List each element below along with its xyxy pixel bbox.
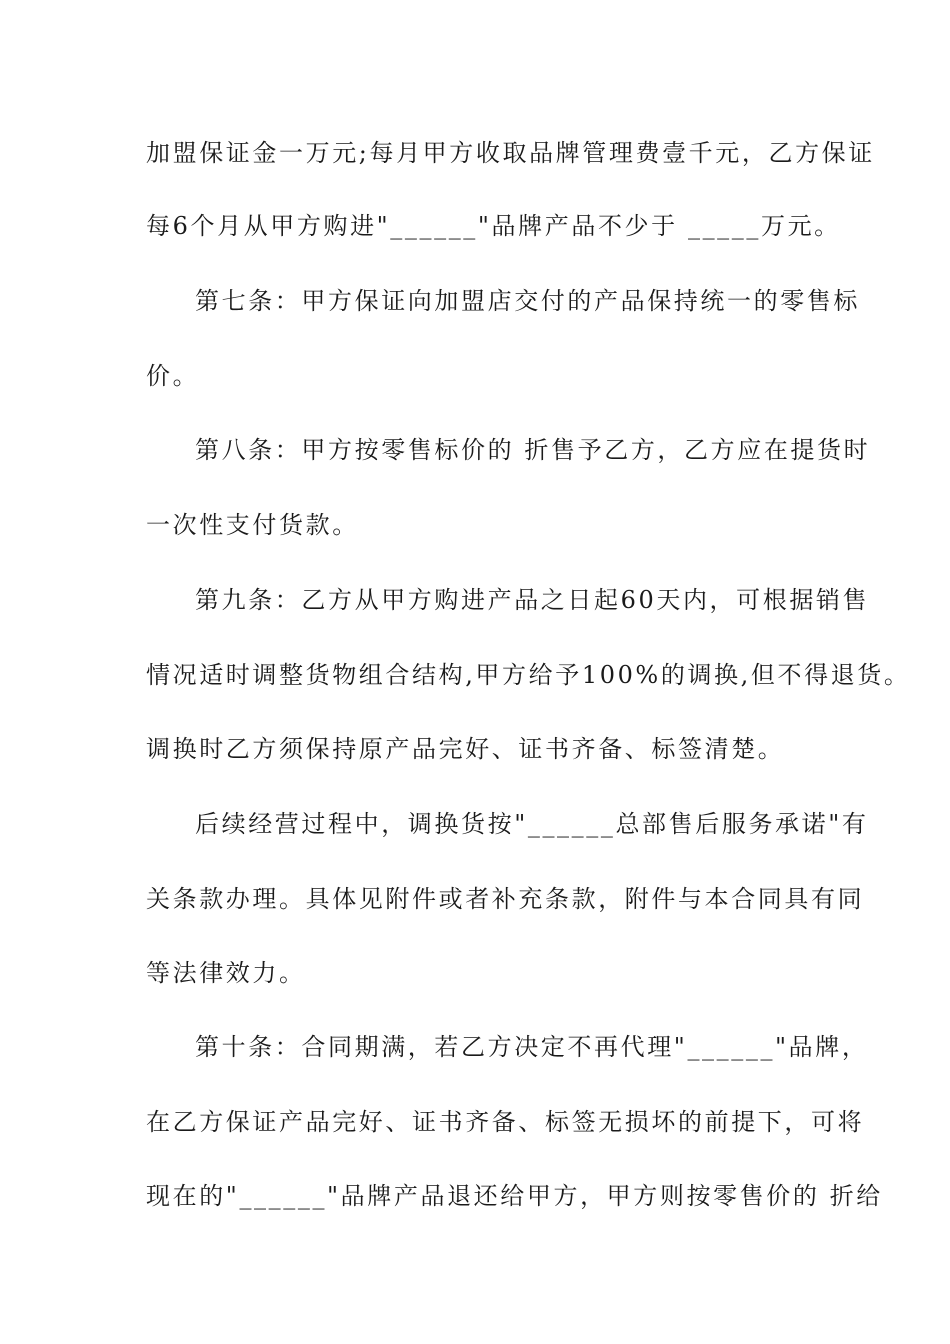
text-line: 第七条：甲方保证向加盟店交付的产品保持统一的零售标 [195, 287, 860, 315]
text-line: 加盟保证金一万元;每月甲方收取品牌管理费壹千元，乙方保证 [146, 139, 875, 167]
text-line: 后续经营过程中，调换货按"______总部售后服务承诺"有 [195, 810, 869, 838]
text-line: 一次性支付货款。 [146, 511, 359, 539]
text-line: 价。 [146, 362, 200, 390]
text-line: 第八条：甲方按零售标价的 折售予乙方，乙方应在提货时 [195, 436, 871, 464]
text-line: 情况适时调整货物组合结构,甲方给予100%的调换,但不得退货。 [146, 661, 911, 689]
text-line: 现在的"______"品牌产品退还给甲方，甲方则按零售价的 折给 [146, 1182, 883, 1210]
text-line: 关条款办理。具体见附件或者补充条款，附件与本合同具有同 [146, 885, 865, 913]
text-line: 等法律效力。 [146, 959, 306, 987]
text-line: 第十条：合同期满，若乙方决定不再代理"______"品牌， [195, 1033, 869, 1061]
text-line: 每6个月从甲方购进"______"品牌产品不少于 _____万元。 [146, 212, 841, 240]
text-line: 在乙方保证产品完好、证书齐备、标签无损坏的前提下，可将 [146, 1108, 865, 1136]
text-line: 调换时乙方须保持原产品完好、证书齐备、标签清楚。 [146, 735, 785, 763]
text-line: 第九条：乙方从甲方购进产品之日起60天内，可根据销售 [195, 586, 870, 614]
